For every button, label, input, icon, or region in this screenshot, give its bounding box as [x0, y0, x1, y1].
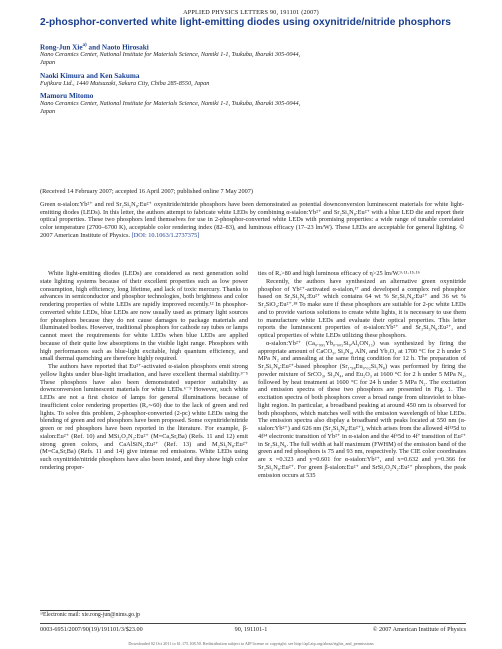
download-notice[interactable]: Downloaded 02 Oct 2011 to 61.175.108.50. Redistribution subject to AIP license or copyright; see http://apl.aip.org/about/rights_and_permissions: [128, 641, 374, 646]
body-paragraph: ties of Rₐ>80 and high luminous efficacy of η>25 lm/W.⁹·¹¹·¹⁵·¹⁶: [258, 270, 420, 277]
author-names[interactable]: Rong-Jun Xie: [40, 43, 83, 52]
article-title: 2-phosphor-converted white light-emitting diodes using oxynitride/nitride phosphors: [40, 17, 451, 28]
affiliation: Nano Ceramics Center, National Institute for Materials Science, Namiki 1-1, Tsukuba, Ibaraki 305-0044, Japan: [40, 51, 301, 66]
abstract-text: Green α-sialon:Yb²⁺ and red Sr₂Si₅N₈:Eu²⁺ oxynitride/nitride phosphors have been demonstrated as potential downconversion luminescent materials for white light-emitting diodes (LEDs). In this letter, the authors attempt to fabricate white LEDs by combining α-sialon:Yb²⁺ and Sr₂Si₅N₈:Eu²⁺ with a blue LED die and report their optical properties. These two phosphors lend themselves for use in 2-phosphor-converted white LEDs with promising properties: a wide range of tunable correlated color temperature (2700–6700 K), acceptable color rendering index (82–83), and luminous efficacy (17–23 lm/W). These LEDs are acceptable for general lighting. © 2007 American Institute of Physics.: [40, 201, 464, 239]
footnote-divider: [40, 610, 110, 611]
footnote-email[interactable]: ᵃ⁾Electronic mail: xie.rong-jun@nims.go.jp: [40, 612, 140, 618]
received-dates: (Received 14 February 2007; accepted 16 April 2007; published online 7 May 2007): [40, 188, 253, 195]
footer-issn: 0003-6951/2007/90(19)/191101/3/$23.00: [40, 626, 143, 633]
author-group-1: [40, 43, 470, 67]
body-paragraph: The authors have reported that Eu²⁺-activated α-sialon phosphors emit strong yellow lights under blue-light irradiation, and have excellent thermal stability.³⁻⁵ These phosphors have also been demonstrated superior suitability as downconversion luminescent materials for white LEDs.⁶⁻⁹ However, such white LEDs are not a first choice of lamps for general illuminations because of insufficient color rendering properties (Rₐ∼60) due to the lack of green and red lights. To solve this problem, 2-phosphor-converted (2-pc) white LEDs using the blending of green and red phosphors have been proposed. Some oxynitride/nitride green or red phosphors have been reported in the literature. For example, β-sialon:Eu²⁺ (Ref. 10) and MSi₂O₂N₂:Eu²⁺ (M=Ca,Sr,Ba) (Refs. 11 and 12) emit strong green colors, and CaAlSiN₃:Eu²⁺ (Ref. 13) and M₂Si₅N₈:Eu²⁺ (M=Ca,Sr,Ba) (Refs. 11 and 14) give intense red emissions. White LEDs using such oxynitride/nitride phosphors have also been tested, and they show high color rendering proper-: [40, 363, 248, 471]
left-column: [40, 270, 248, 472]
journal-header: APPLIED PHYSICS LETTERS 90, 191101 (2007): [183, 9, 319, 16]
author-footnote-marker[interactable]: a): [82, 43, 87, 48]
footer-copyright: © 2007 American Institute of Physics: [372, 626, 466, 633]
body-paragraph: α-sialon:Yb²⁺ (Ca₀.₉₉₅Yb₀.₀₀₅Si₉Al₃ON₁₅) was synthesized by firing the appropriate amount of CaCO₃, Si₃N₄, AlN, and Yb₂O₃ at 1700 °C for 2 h under 5 MPa N₂ and annealing at the same firing condition for 12 h. The preparation of Sr₂Si₅N₈:Eu²⁺-based phosphor (Sr₁.₉₈Eu₀.₀₂Si₅N₈) was performed by firing the powder mixture of SrCO₃, Si₃N₄, and Eu₂O₃ at 1600 °C for 2 h under 5 MPa N₂, followed by heat treatment at 1600 °C for 24 h under 5 MPa N₂. The excitation and emission spectra of these two phosphors are presented in Fig. 1. The excitation spectra of both phosphors cover a broad range from ultraviolet to blue-light region. In particular, a broadband peaking at around 450 nm is observed for both phosphors, which matches well with the emission wavelength of blue LEDs. The emission spectra also display a broadband with peaks located at 550 nm (α-sialon:Yb²⁺) and 626 nm (Sr₂Si₅N₈:Eu²⁺), which arises from the allowed 4f¹³5d to 4f¹⁴ electronic transition of Yb²⁺ in α-sialon and the 4f⁶5d to 4f⁷ transition of Eu²⁺ in Sr₂Si₅N₈. The full width at half maximum (FWHM) of the emission band of the green and red phosphors is 75 and 93 nm, respectively. The CIE color coordinates are x =0.323 and y=0.601 for α-sialon:Yb²⁺, and x=0.632 and y=0.366 for Sr₂Si₅N₈:Eu²⁺. For green β-sialon:Eu²⁺ and SrSi₂O₂N₂:Eu²⁺ phosphors, the peak emission occurs at 535: [258, 339, 466, 479]
affiliation: Nano Ceramics Center, National Institute for Materials Science, Namiki 1-1, Tsukuba, Ibaraki 305-0044, Japan: [40, 100, 301, 115]
author-block: [40, 43, 470, 115]
doi-link[interactable]: [DOI: 10.1063/1.2737375]: [131, 231, 200, 239]
author-group-2: [40, 72, 470, 88]
footer-page-number: 90, 191101-1: [234, 626, 268, 633]
author-group-3: [40, 92, 470, 115]
body-paragraph: Recently, the authors have synthesized an alternative green oxynitride phosphor of Yb²⁺-activated α-sialon,¹⁷ and developed a complex red phosphor based on Sr₂Si₅N₈:Eu²⁺ which contains 64 wt % Sr₂Si₅N₈:Eu²⁺ and 36 wt % Sr₂SiO₄:Eu²⁺.¹⁸ To make sure if these phosphors are suitable for 2-pc white LEDs and to provide various solutions to create white lights, it is necessary to use them to manufacture white LEDs and evaluate their optical properties. This letter reports the luminescent properties of α-sialon:Yb²⁺ and Sr₂Si₅N₈:Eu²⁺, and optical properties of white LEDs utilizing these phosphors.: [258, 277, 466, 339]
author-names[interactable]: Mamoru Mitomo: [40, 92, 94, 101]
right-column: [258, 270, 466, 479]
footer-divider: [40, 623, 466, 624]
abstract: [40, 201, 464, 240]
body-paragraph: White light-emitting diodes (LEDs) are considered as next generation solid state lighting systems because of their excellent properties such as low power consumption, high efficiency, long lifetime, and lack of toxic mercury. Thanks to advances in semiconductor and phosphor technologies, both brightness and color rendering properties of white LEDs are rapidly improved recently.¹² In phosphor-converted white LEDs, blue LEDs are now usually used as primary light sources for phosphors because they do not cause damages to package materials and illuminated bodies. However, traditional phosphors for cathode ray tubes or lamps cannot meet the requirements for white LEDs when blue LEDs are applied because of their quite low absorptions in the visible light range. Phosphors with high performances such as blue-light excitable, high quantum efficiency, and small thermal quenching are therefore highly required.: [40, 270, 248, 363]
author-names-tail[interactable]: and Naoto Hirosaki: [86, 43, 149, 52]
author-names[interactable]: Naoki Kimura and Ken Sakuma: [40, 71, 140, 80]
affiliation: Fujikura Ltd., 1440 Mutsuzaki, Sakura City, Chiba 285-8550, Japan: [40, 79, 210, 87]
